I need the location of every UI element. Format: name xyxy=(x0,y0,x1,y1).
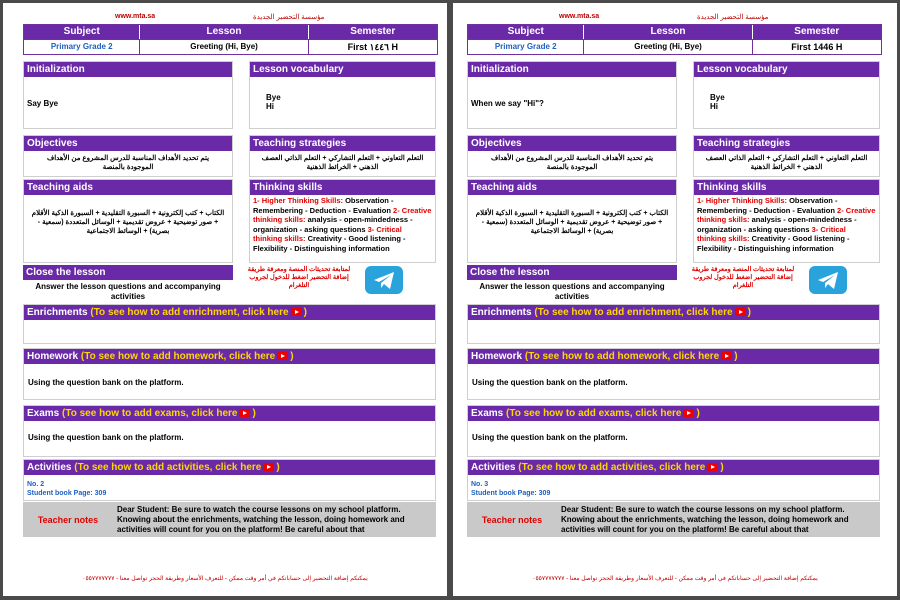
exams-text: Using the question bank on the platform. xyxy=(472,433,628,442)
lesson-header: Lesson xyxy=(584,25,752,39)
homework-text: Using the question bank on the platform. xyxy=(28,378,184,387)
thinking-text: 1- Higher Thinking Skills: Observation - Remembering - Deduction - Evaluation 2- Creative thinking skills: analysis - open-mindedness - organization - asking questions 3- Critical thinking skills: Creativity - Good listening - Flexibility - Distinguishing information xyxy=(253,196,432,253)
exams-title: Exams xyxy=(27,408,60,419)
close-lesson-text: Answer the lesson questions and accompanying activities xyxy=(35,282,221,301)
semester-header: Semester xyxy=(309,25,437,39)
vocabulary-title: Lesson vocabulary xyxy=(250,62,435,77)
document-page-2 xyxy=(453,3,897,596)
org-name: مؤسسة التحضير الجديدة xyxy=(697,14,769,21)
youtube-icon[interactable] xyxy=(735,308,746,316)
strategies-text: التعلم التعاوني + التعلم التشاركي + التعلم الذاتي العصف الذهني + الخرائط الذهنية xyxy=(261,155,424,171)
student-book-page: Student book Page: 309 xyxy=(471,490,551,497)
teacher-notes-text: Dear Student: Be sure to watch the course lessons on my school platform. Knowing about the enrichments, watching the lesson, doing homework and activities will count for you on the platform! Be careful about that xyxy=(561,505,849,534)
exams-section: Exams (To see how to add exams, click here ) Using the question bank on the platform. xyxy=(23,405,436,457)
activities-title: Activities xyxy=(471,462,516,473)
strategies-title: Teaching strategies xyxy=(694,136,879,151)
close-lesson-title: Close the lesson xyxy=(23,265,233,280)
objectives-section xyxy=(23,135,233,177)
semester-value: First 1446 H xyxy=(753,39,881,54)
lesson-value: Greeting (Hi, Bye) xyxy=(140,39,308,54)
vocabulary-section xyxy=(249,61,436,129)
homework-section: Homework (To see how to add homework, click here ) Using the question bank on the platform. xyxy=(23,348,436,400)
vocab-word: Hi xyxy=(266,102,274,111)
homework-title: Homework xyxy=(471,351,523,362)
activities-title: Activities xyxy=(27,462,72,473)
thinking-title: Thinking skills xyxy=(250,180,435,195)
youtube-icon[interactable] xyxy=(239,409,250,417)
close-lesson-title: Close the lesson xyxy=(467,265,677,280)
lesson-header: Lesson xyxy=(140,25,308,39)
footer-text: يمكنكم إضافة التحضير إلى حساباتكم في أمر وقت ممكن - للتعرف الأسعار وطريقة الحجز تواصل معنا - ٠٥٥٧٧٧٧٧٧٧ xyxy=(532,576,818,582)
aids-title: Teaching aids xyxy=(468,180,676,195)
activities-link[interactable]: (To see how to add activities, click here xyxy=(518,462,706,473)
activities-link[interactable]: (To see how to add activities, click here xyxy=(74,462,262,473)
thinking-text: 1- Higher Thinking Skills: Observation - Remembering - Deduction - Evaluation 2- Creative thinking skills: analysis - open-mindedness - organization - asking questions 3- Critical thinking skills: Creativity - Good listening - Flexibility - Distinguishing information xyxy=(697,196,876,253)
lesson-info-table xyxy=(23,24,438,55)
strategies-section xyxy=(249,135,436,177)
semester-value: First ١٤٤٦ H xyxy=(309,39,437,54)
site-url[interactable]: www.mta.sa xyxy=(115,13,156,20)
homework-text: Using the question bank on the platform. xyxy=(472,378,628,387)
subject-header: Subject xyxy=(468,25,584,39)
strategies-title: Teaching strategies xyxy=(250,136,435,151)
strategies-section xyxy=(693,135,880,177)
exams-section: Exams (To see how to add exams, click here ) Using the question bank on the platform. xyxy=(467,405,880,457)
initialization-title: Initialization xyxy=(468,62,676,77)
youtube-icon[interactable] xyxy=(291,308,302,316)
close-lesson-section xyxy=(467,265,677,301)
subject-value: Primary Grade 2 xyxy=(468,39,584,54)
lesson-value: Greeting (Hi, Bye) xyxy=(584,39,752,54)
telegram-icon[interactable] xyxy=(809,266,847,294)
telegram-icon[interactable] xyxy=(365,266,403,294)
vocabulary-section xyxy=(693,61,880,129)
initialization-text: Say Bye xyxy=(27,99,59,108)
vocab-word: Hi xyxy=(710,102,718,111)
telegram-promo-text[interactable]: لمتابعة تحديثات المنصة ومعرفة طريقة إضافة التحضير اضغط للدخول لجروب التلغرام xyxy=(691,266,795,289)
student-book-page: Student book Page: 309 xyxy=(27,490,107,497)
teacher-notes-label: Teacher notes xyxy=(37,514,99,525)
teacher-notes-text: Dear Student: Be sure to watch the course lessons on my school platform. Knowing about the enrichments, watching the lesson, doing homework and activities will count for you on the platform! Be careful about that xyxy=(117,505,405,534)
aids-title: Teaching aids xyxy=(24,180,232,195)
thinking-section xyxy=(693,179,880,263)
enrichments-title: Enrichments xyxy=(27,307,88,318)
subject-header: Subject xyxy=(24,25,140,39)
enrichments-section: Enrichments (To see how to add enrichment, click here ) xyxy=(467,304,880,344)
org-name: مؤسسة التحضير الجديدة xyxy=(253,14,325,21)
aids-text: الكتاب + كتب إلكترونية + السبورة التقليدية + السبورة الذكية الأقلام + صور توضيحية + عروض تقديمية + الوسائل المتعددة (سمعية - بصرية) + الوسائط الاجتماعية xyxy=(475,210,669,235)
vocab-word: Bye xyxy=(710,93,725,102)
objectives-text: يتم تحديد الأهداف المناسبة للدرس المشروع من الأهداف الموجودة بالمنصة xyxy=(46,155,210,171)
youtube-icon[interactable] xyxy=(707,463,718,471)
youtube-icon[interactable] xyxy=(263,463,274,471)
vocabulary-title: Lesson vocabulary xyxy=(694,62,879,77)
enrichments-link[interactable]: (To see how to add enrichment, click here xyxy=(90,307,289,318)
activity-number: No. 3 xyxy=(471,481,489,488)
initialization-text: When we say "Hi"? xyxy=(471,99,544,108)
youtube-icon[interactable] xyxy=(683,409,694,417)
aids-text: الكتاب + كتب إلكترونية + السبورة التقليدية + السبورة الذكية الأقلام + صور توضيحية + عروض تقديمية + الوسائل المتعددة (سمعية - بصرية) + الوسائط الاجتماعية xyxy=(31,210,225,235)
footer-text: يمكنكم إضافة التحضير إلى حساباتكم في أمر وقت ممكن - للتعرف الأسعار وطريقة الحجز تواصل معنا - ٠٥٥٧٧٧٧٧٧٧ xyxy=(82,576,368,582)
initialization-title: Initialization xyxy=(24,62,232,77)
close-lesson-text: Answer the lesson questions and accompanying activities xyxy=(479,282,665,301)
activity-number: No. 2 xyxy=(27,481,45,488)
exams-title: Exams xyxy=(471,408,504,419)
initialization-section xyxy=(467,61,677,129)
initialization-section xyxy=(23,61,233,129)
activities-section: Activities (To see how to add activities, click here ) No. 2 Student book Page: 309 xyxy=(23,459,436,501)
subject-value: Primary Grade 2 xyxy=(24,39,140,54)
strategies-text: التعلم التعاوني + التعلم التشاركي + التعلم الذاتي العصف الذهني + الخرائط الذهنية xyxy=(705,155,868,171)
objectives-text: يتم تحديد الأهداف المناسبة للدرس المشروع من الأهداف الموجودة بالمنصة xyxy=(490,155,654,171)
objectives-title: Objectives xyxy=(468,136,676,151)
homework-section: Homework (To see how to add homework, click here ) Using the question bank on the platform. xyxy=(467,348,880,400)
teacher-notes-label: Teacher notes xyxy=(481,514,543,525)
objectives-section xyxy=(467,135,677,177)
document-page-1 xyxy=(3,3,447,596)
semester-header: Semester xyxy=(753,25,881,39)
exams-link[interactable]: (To see how to add exams, click here xyxy=(506,408,682,419)
exams-text: Using the question bank on the platform. xyxy=(28,433,184,442)
enrichments-title: Enrichments xyxy=(471,307,532,318)
vocab-word: Bye xyxy=(266,93,281,102)
teacher-notes-section xyxy=(23,502,436,537)
homework-link[interactable]: (To see how to add homework, click here xyxy=(80,351,276,362)
youtube-icon[interactable] xyxy=(277,352,288,360)
youtube-icon[interactable] xyxy=(721,352,732,360)
teacher-notes-section xyxy=(467,502,880,537)
thinking-section xyxy=(249,179,436,263)
thinking-title: Thinking skills xyxy=(694,180,879,195)
enrichments-link[interactable]: (To see how to add enrichment, click here xyxy=(534,307,733,318)
site-url[interactable]: www.mta.sa xyxy=(559,13,600,20)
aids-section xyxy=(23,179,233,263)
aids-section xyxy=(467,179,677,263)
enrichments-section: Enrichments (To see how to add enrichment, click here ) xyxy=(23,304,436,344)
activities-section: Activities (To see how to add activities, click here ) No. 3 Student book Page: 309 xyxy=(467,459,880,501)
close-lesson-section xyxy=(23,265,233,301)
exams-link[interactable]: (To see how to add exams, click here xyxy=(62,408,238,419)
homework-title: Homework xyxy=(27,351,79,362)
telegram-promo-text[interactable]: لمتابعة تحديثات المنصة ومعرفة طريقة إضافة التحضير اضغط للدخول لجروب التلغرام xyxy=(247,266,351,289)
objectives-title: Objectives xyxy=(24,136,232,151)
lesson-info-table xyxy=(467,24,882,55)
homework-link[interactable]: (To see how to add homework, click here xyxy=(524,351,720,362)
